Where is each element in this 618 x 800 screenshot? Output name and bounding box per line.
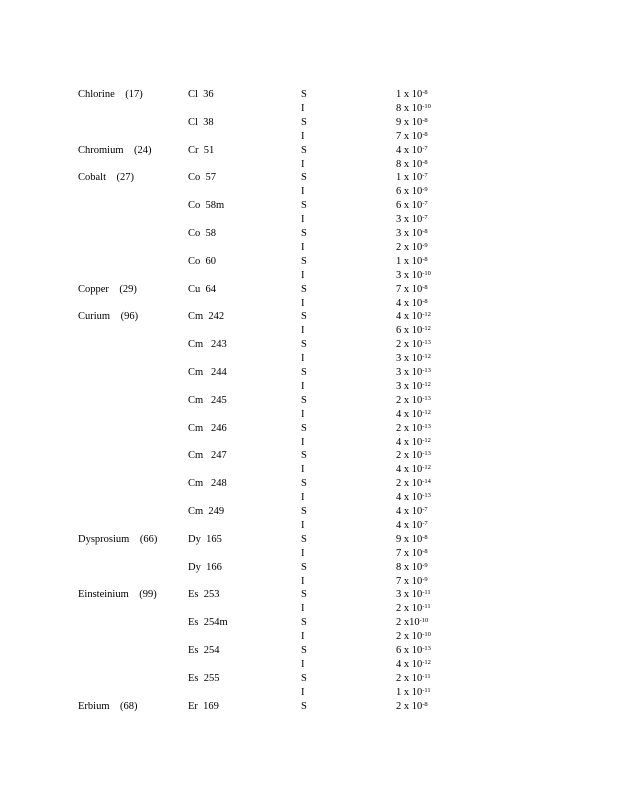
element-name: Curium (96): [78, 311, 139, 323]
isotope-symbol: Es 254: [188, 645, 220, 656]
table-row: [0, 630, 618, 643]
solubility-class: S: [301, 255, 307, 267]
solubility-class: I: [301, 631, 305, 643]
limit-exponent: -12: [422, 325, 431, 333]
table-row: [0, 463, 618, 476]
table-row: [0, 116, 618, 129]
limit-exponent: -8: [422, 228, 428, 235]
solubility-class: S: [301, 200, 307, 212]
element-name: Chlorine (17): [78, 89, 143, 100]
table-row: [0, 394, 618, 407]
limit-value: 8 x $10^{-9}$: [396, 561, 428, 573]
limit-value: 4 x $10^{-12}$: [396, 408, 431, 420]
limit-value: 2 x $10^{-13}$: [396, 394, 431, 406]
solubility-class: I: [301, 464, 305, 476]
solubility-class: S: [301, 311, 307, 323]
limit-exponent: -7: [422, 519, 428, 527]
solubility-class: I: [301, 130, 305, 142]
limit-value: 3 x $10^{-11}$: [396, 589, 431, 601]
solubility-class: I: [301, 575, 305, 587]
isotope-symbol: Cu 64: [188, 283, 217, 295]
limit-value: 1 x $10^{-11}$: [396, 686, 431, 698]
limit-value: 7 x $10^{-8}$: [396, 130, 428, 142]
limit-exponent: -9: [422, 561, 428, 569]
limit-exponent: -8: [422, 255, 428, 263]
solubility-class: S: [301, 645, 307, 656]
limit-exponent: -12: [422, 408, 431, 416]
limit-exponent: -8: [422, 89, 428, 96]
solubility-class: I: [301, 519, 305, 531]
limit-exponent: -10: [422, 102, 431, 110]
table-row: [0, 422, 618, 435]
table-row: [0, 477, 618, 490]
limit-value: 6 x $10^{-9}$: [396, 186, 428, 198]
solubility-class: I: [301, 325, 305, 337]
limit-exponent: -7: [422, 506, 428, 513]
solubility-class: I: [301, 492, 305, 504]
limit-value: 6 x $10^{-7}$: [396, 200, 428, 212]
limit-exponent: -10: [419, 617, 429, 625]
solubility-class: S: [301, 144, 307, 156]
solubility-class: I: [301, 241, 305, 253]
isotope-symbol: Cm 242: [188, 311, 225, 323]
limit-value: 4 x $10^{-7}$: [396, 519, 428, 531]
element-name: Chromium (24): [78, 144, 152, 156]
table-row: [0, 255, 618, 268]
solubility-class: I: [301, 186, 305, 198]
limit-value: 3 x $10^{-7}$: [396, 214, 428, 226]
isotope-symbol: Cm 244: [188, 367, 227, 378]
solubility-class: S: [301, 617, 307, 629]
solubility-class: S: [301, 533, 307, 545]
table-row: [0, 449, 618, 462]
table-row: [0, 561, 618, 574]
table-row: [0, 380, 618, 393]
limit-exponent: -9: [422, 241, 428, 249]
limit-value: 3 x $10^{-13}$: [396, 367, 431, 378]
limit-exponent: -7: [422, 200, 428, 208]
limit-value: 3 x $10^{-12}$: [396, 380, 431, 392]
limit-exponent: -10: [422, 269, 431, 277]
limit-exponent: -7: [422, 144, 428, 152]
table-row: [0, 324, 618, 337]
table-row: [0, 686, 618, 699]
solubility-class: I: [301, 380, 305, 392]
limit-value: 4 x $10^{-8}$: [396, 297, 428, 309]
isotope-symbol: Er 169: [188, 700, 219, 712]
table-row: [0, 227, 618, 240]
solubility-class: S: [301, 283, 307, 295]
solubility-class: I: [301, 603, 305, 615]
limit-exponent: -7: [422, 172, 428, 180]
table-row: [0, 575, 618, 588]
limit-value: 1 x $10^{-8}$: [396, 89, 428, 100]
limit-exponent: -11: [422, 686, 431, 694]
solubility-class: I: [301, 658, 305, 670]
limit-exponent: -13: [422, 367, 431, 374]
table-row: [0, 185, 618, 198]
limit-value: 4 x $10^{-12}$: [396, 436, 431, 448]
limit-exponent: -12: [422, 658, 431, 666]
solubility-class: S: [301, 367, 307, 378]
table-row: [0, 616, 618, 629]
isotope-symbol: Es 254m: [188, 617, 228, 629]
limit-exponent: -10: [422, 631, 431, 639]
table-row: [0, 144, 618, 157]
limit-exponent: -13: [422, 450, 431, 458]
limit-value: 7 x $10^{-8}$: [396, 547, 428, 559]
isotope-symbol: Dy 165: [188, 533, 222, 545]
limit-value: 2 x $10^{-9}$: [396, 241, 428, 253]
table-row: [0, 283, 618, 296]
table-row: [0, 158, 618, 171]
limit-exponent: -7: [422, 214, 428, 222]
limit-exponent: -8: [422, 116, 428, 124]
solubility-class: S: [301, 172, 307, 184]
limit-exponent: -12: [422, 311, 431, 319]
limit-exponent: -13: [422, 394, 431, 402]
limit-value: 7 x $10^{-9}$: [396, 575, 428, 587]
limit-value: 2 x $10^{-10}$: [396, 631, 431, 643]
limit-exponent: -8: [422, 547, 428, 555]
table-row: [0, 602, 618, 615]
limit-exponent: -8: [422, 130, 428, 138]
table-row: [0, 102, 618, 115]
limit-value: 1 x $10^{-8}$: [396, 255, 428, 267]
limit-exponent: -13: [422, 339, 431, 347]
element-name: Copper (29): [78, 283, 137, 295]
table-row: [0, 533, 618, 546]
limit-value: 4 x $10^{-12}$: [396, 464, 431, 476]
table-row: [0, 297, 618, 310]
table-row: [0, 436, 618, 449]
solubility-class: S: [301, 672, 307, 684]
limit-exponent: -8: [422, 283, 428, 291]
limit-value: 2 x $10^{-13}$: [396, 339, 431, 351]
solubility-class: I: [301, 436, 305, 448]
element-name: Dysprosium (66): [78, 533, 158, 545]
solubility-class: S: [301, 394, 307, 406]
solubility-class: I: [301, 158, 305, 170]
table-row: [0, 658, 618, 671]
table-row: [0, 519, 618, 532]
solubility-class: S: [301, 561, 307, 573]
isotope-symbol: Es 253: [188, 589, 220, 601]
limit-exponent: -9: [422, 186, 428, 194]
table-row: [0, 644, 618, 657]
solubility-class: I: [301, 269, 305, 281]
limit-value: 2 x $10^{-13}$: [396, 422, 431, 434]
isotope-symbol: Co 60: [188, 255, 217, 267]
limit-value: 4 x $10^{-13}$: [396, 492, 431, 504]
limit-value: 2 x $10^{-8}$: [396, 700, 428, 712]
limit-value: 8 x $10^{-10}$: [396, 102, 431, 114]
limit-value: 8 x $10^{-8}$: [396, 158, 428, 170]
table-row: [0, 88, 618, 101]
table-row: [0, 672, 618, 685]
limit-value: 4 x $10^{-12}$: [396, 311, 431, 323]
solubility-class: S: [301, 228, 307, 239]
table-row: [0, 352, 618, 365]
limit-value: 2 x $10^{-11}$: [396, 603, 431, 615]
table-row: [0, 269, 618, 282]
table-row: [0, 310, 618, 323]
limit-value: 7 x $10^{-8}$: [396, 283, 428, 295]
limit-value: 2 x $10^{-13}$: [396, 450, 431, 462]
limit-value: 2 $x10^{-10}$: [396, 617, 429, 629]
limit-value: 6 x $10^{-13}$: [396, 645, 431, 656]
solubility-class: S: [301, 339, 307, 351]
limit-exponent: -8: [422, 297, 428, 305]
solubility-class: S: [301, 450, 307, 462]
isotope-symbol: Co 58: [188, 228, 217, 239]
limit-exponent: -14: [422, 478, 431, 486]
limit-exponent: -8: [422, 700, 428, 708]
table-row: [0, 338, 618, 351]
limit-value: 3 x $10^{-8}$: [396, 228, 428, 239]
table-row: [0, 491, 618, 504]
limit-value: 4 x $10^{-12}$: [396, 658, 431, 670]
solubility-class: S: [301, 700, 307, 712]
limit-value: 3 x $10^{-10}$: [396, 269, 431, 281]
limit-exponent: -13: [422, 422, 431, 430]
limit-exponent: -12: [422, 436, 431, 444]
limit-value: 4 x $10^{-7}$: [396, 506, 428, 517]
limit-value: 6 x $10^{-12}$: [396, 325, 431, 337]
solubility-class: S: [301, 589, 307, 601]
table-row: [0, 588, 618, 601]
element-name: Einsteinium (99): [78, 589, 157, 601]
element-name: Cobalt (27): [78, 172, 134, 184]
isotope-symbol: Cm 246: [188, 422, 227, 434]
isotope-symbol: Cm 249: [188, 506, 225, 517]
isotope-symbol: Cr 51: [188, 144, 215, 156]
solubility-class: S: [301, 89, 307, 100]
table-row: [0, 700, 618, 713]
limit-exponent: -9: [422, 575, 428, 583]
limit-exponent: -12: [422, 380, 431, 388]
isotope-symbol: Dy 166: [188, 561, 222, 573]
isotope-symbol: Co 57: [188, 172, 217, 184]
table-row: [0, 547, 618, 560]
limit-value: 9 x $10^{-8}$: [396, 116, 428, 128]
limit-value: 3 x $10^{-12}$: [396, 353, 431, 365]
limit-exponent: -12: [422, 464, 431, 472]
table-row: [0, 171, 618, 184]
limit-exponent: -8: [422, 533, 428, 541]
element-name: Erbium (68): [78, 700, 138, 712]
isotope-symbol: Es 255: [188, 672, 220, 684]
solubility-class: I: [301, 547, 305, 559]
solubility-class: I: [301, 408, 305, 420]
limit-value: 2 x $10^{-14}$: [396, 478, 431, 490]
solubility-class: S: [301, 478, 307, 490]
table-row: [0, 213, 618, 226]
limit-exponent: -11: [422, 672, 431, 680]
limit-exponent: -13: [422, 492, 431, 500]
limit-exponent: -13: [422, 645, 431, 652]
solubility-class: S: [301, 422, 307, 434]
limit-exponent: -11: [422, 603, 431, 611]
solubility-class: I: [301, 214, 305, 226]
limit-value: 2 x $10^{-11}$: [396, 672, 431, 684]
isotope-symbol: Co 58m: [188, 200, 225, 212]
solubility-class: S: [301, 116, 307, 128]
solubility-class: I: [301, 102, 305, 114]
solubility-class: I: [301, 297, 305, 309]
table-row: [0, 505, 618, 518]
table-row: [0, 366, 618, 379]
limit-exponent: -11: [422, 589, 431, 597]
limit-value: 4 x $10^{-7}$: [396, 144, 428, 156]
isotope-symbol: Cm 245: [188, 394, 227, 406]
table-row: [0, 408, 618, 421]
solubility-class: I: [301, 686, 305, 698]
solubility-class: S: [301, 506, 307, 517]
table-row: [0, 199, 618, 212]
limit-value: 9 x $10^{-8}$: [396, 533, 428, 545]
limit-exponent: -8: [422, 158, 428, 166]
isotope-symbol: Cl 36: [188, 89, 214, 100]
isotope-symbol: Cm 243: [188, 339, 227, 351]
table-row: [0, 130, 618, 143]
isotope-symbol: Cm 247: [188, 450, 227, 462]
isotope-symbol: Cl 38: [188, 116, 214, 128]
isotope-symbol: Cm 248: [188, 478, 227, 490]
table-row: [0, 241, 618, 254]
solubility-class: I: [301, 353, 305, 365]
limit-exponent: -12: [422, 353, 431, 361]
limit-value: 1 x $10^{-7}$: [396, 172, 428, 184]
